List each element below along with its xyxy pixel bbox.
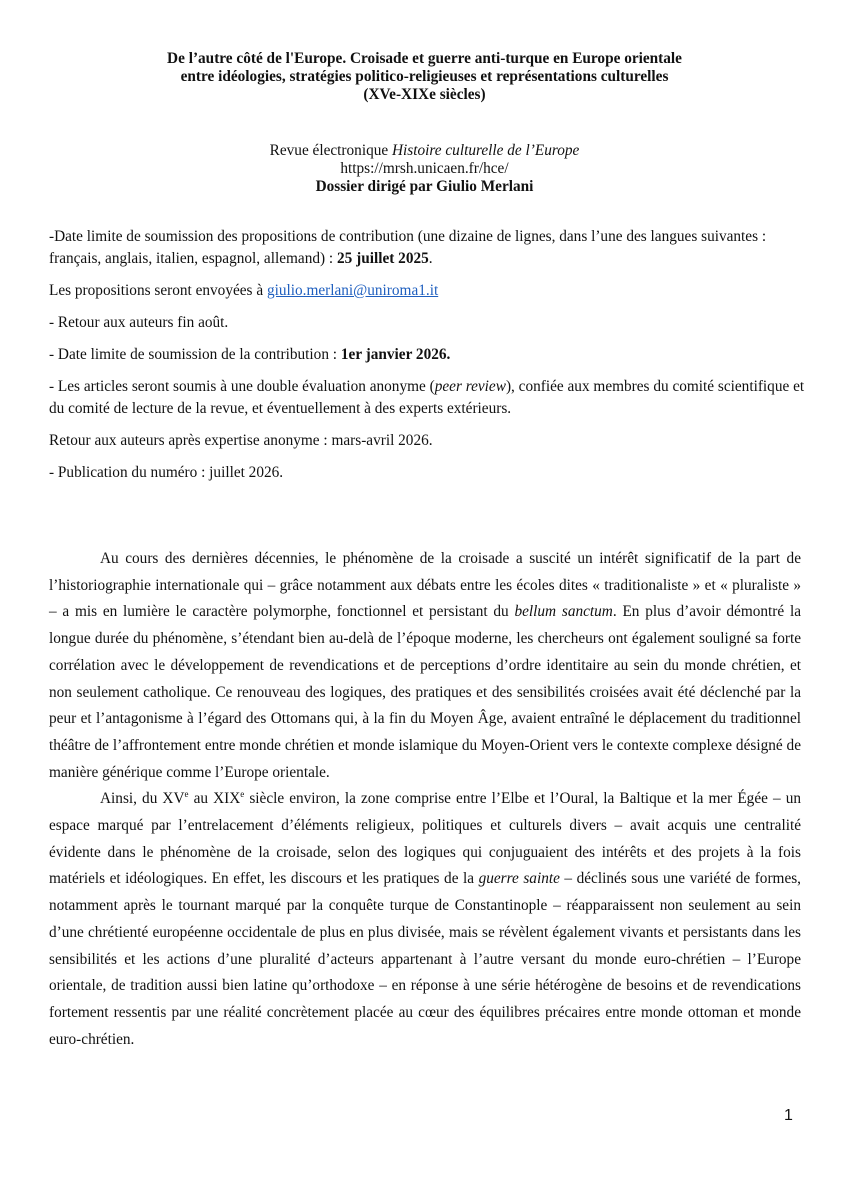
- p2-text-d: – déclinés sous une variété de formes, notamment après le tournant marqué par la conquête turque de Constantinople – réapparaissent non seulement au sein d’une chrétienté européenne occidentale de plus en plus divisée, mais se révèlent également vivants et persistants dans les sensibilités et les actions d’une pluralité d’acteurs appartenant à l’autre versant du monde euro-chrétien – l’Europe orientale, de tradition aussi bien latine qu’orthodoxe – en réponse à une série hétérogène de besoins et de revendications fortement ressentis par une réalité concrètement placée au cœur des équilibres précaires entre monde ottoman et monde euro-chrétien.: [49, 870, 802, 1048]
- deadline-text: -Date limite de soumission des propositions de contribution (une dizaine de lignes, dans l’une des langues suivantes : français, anglais, italien, espagnol, allemand) :: [49, 228, 767, 267]
- deadline-date: 25 juillet 2025: [337, 250, 429, 267]
- title-line-1: De l’autre côté de l'Europe. Croisade et guerre anti-turque en Europe orientale: [167, 50, 682, 67]
- contribution-date: 1er janvier 2026.: [340, 346, 451, 363]
- p1-text-b: . En plus d’avoir démontré la longue durée du phénomène, s’étendant bien au-delà de l’époque moderne, les chercheurs ont également souligné sa forte corrélation avec le développement de revendications et de perceptions d’ordre identitaire au sein du monde chrétien, et non seulement catholique. Ce renouveau des logiques, des pratiques et des sensibilités croisées avait été déclenché par la peur et l’antagonisme à l’égard des Ottomans qui, à la fin du Moyen Âge, avaient entraîné le déplacement du traditionnel théâtre de l’affrontement entre monde chrétien et monde islamique du Moyen-Orient vers le contexte complexe désigné de manière générique comme l’Europe orientale.: [49, 603, 801, 781]
- document-title: [60, 50, 789, 104]
- p2-sup-1: e: [184, 789, 189, 800]
- journal-info: [60, 142, 789, 196]
- body-text: [49, 546, 801, 1053]
- review-text-2: ), confiée aux membres du comité scientifique et du comité de lecture de la revue, et éventuellement à des experts extérieurs.: [49, 378, 805, 417]
- paragraph-2: [49, 786, 801, 1053]
- return-authors: - Retour aux auteurs fin août.: [49, 314, 229, 331]
- page-number: 1: [784, 1107, 793, 1124]
- journal-name-line: [60, 142, 789, 160]
- title-line-3: (XVe-XIXe siècles): [363, 86, 486, 103]
- review-italic: peer review: [434, 378, 506, 395]
- contribution-text: - Date limite de soumission de la contribution :: [49, 346, 341, 363]
- p2-text-c: siècle environ, la zone comprise entre l’Elbe et l’Oural, la Baltique et la mer Égée – un espace marqué par l’entrelacement d’éléments religieux, politiques et culturels divers – avait acquis une centralité évidente dans le phénomène de la croisade, selon des logiques qui conjuguaient des intérêts et des projets à la fois matériels et idéologiques. En effet, les discours et les pratiques de la: [49, 790, 801, 888]
- journal-prefix: Revue électronique: [269, 142, 392, 159]
- journal-url: https://mrsh.unicaen.fr/hce/: [340, 160, 509, 177]
- p2-sup-2: e: [240, 789, 245, 800]
- paragraph-1: [49, 546, 801, 786]
- contribution-deadline: [49, 344, 809, 366]
- p2-text-a: Ainsi, du XV: [100, 790, 185, 808]
- review-text-1: - Les articles seront soumis à une double évaluation anonyme (: [49, 378, 435, 395]
- p1-italic: bellum sanctum: [514, 603, 613, 621]
- p1-text-a: Au cours des dernières décennies, le phénomène de la croisade a suscité un intérêt significatif de la part de l’historiographie internationale qui – grâce notamment aux débats entre les écoles dites « traditionaliste » et « pluraliste » – a mis en lumière le caractère polymorphe, fonctionnel et persistant du: [49, 550, 801, 621]
- send-text: Les propositions seront envoyées à: [49, 282, 267, 299]
- journal-name: Histoire culturelle de l’Europe: [391, 142, 580, 159]
- p2-text-b: au XIX: [188, 790, 241, 808]
- proposal-deadline: [49, 226, 809, 270]
- return-after-review: Retour aux auteurs après expertise anonyme : mars-avril 2026.: [49, 432, 433, 449]
- send-proposals: [49, 280, 809, 302]
- submission-info: [49, 226, 809, 494]
- peer-review-info: [49, 376, 809, 420]
- publication-date: - Publication du numéro : juillet 2026.: [49, 464, 284, 481]
- email-link[interactable]: giulio.merlani@uniroma1.it: [266, 282, 439, 299]
- title-line-2: entre idéologies, stratégies politico-religieuses et représentations culturelles: [180, 68, 669, 85]
- dossier-editor: Dossier dirigé par Giulio Merlani: [315, 178, 534, 195]
- deadline-end: .: [428, 250, 433, 267]
- p2-italic: guerre sainte: [478, 870, 560, 888]
